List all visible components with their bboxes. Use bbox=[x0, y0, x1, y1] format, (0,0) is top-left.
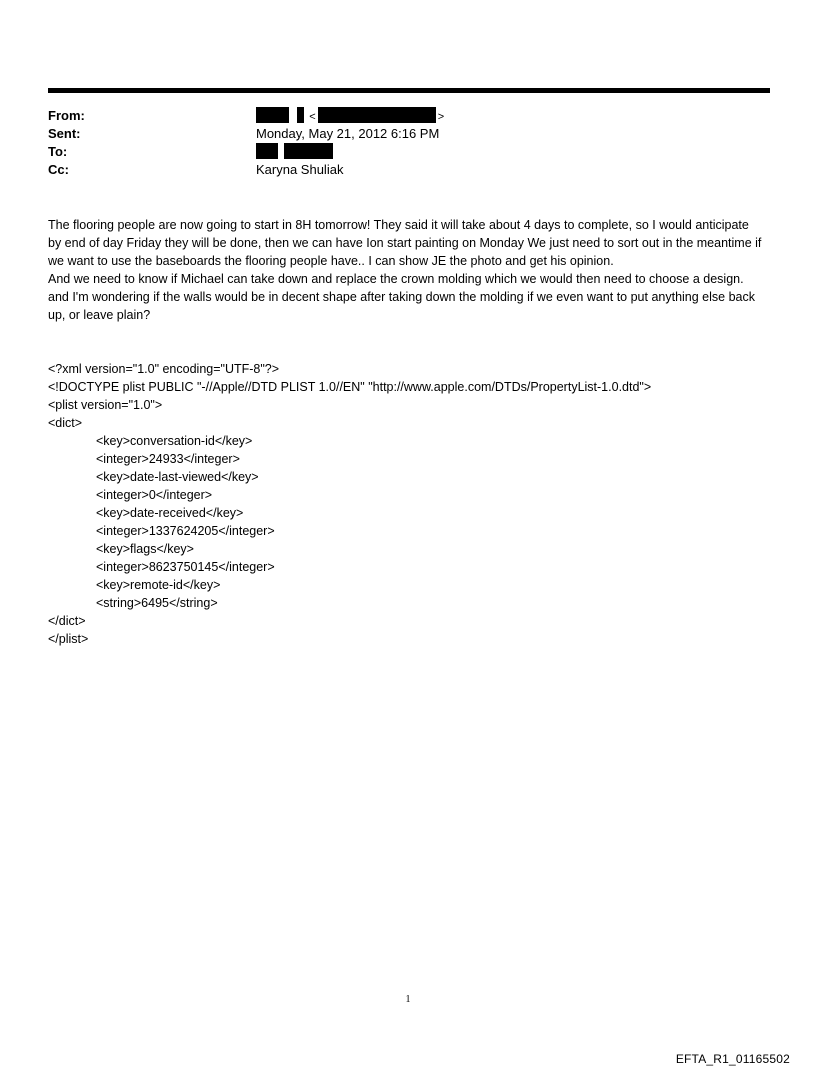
redaction-block bbox=[318, 107, 436, 123]
redaction-block bbox=[297, 107, 304, 123]
redaction-block bbox=[256, 107, 289, 123]
to-row bbox=[48, 143, 770, 161]
plist-close-tag: </plist> bbox=[48, 632, 89, 646]
plist-entry: <integer>8623750145</integer> bbox=[96, 560, 275, 574]
email-body bbox=[48, 216, 764, 324]
redaction-block bbox=[256, 143, 278, 159]
dict-open-tag: <dict> bbox=[48, 416, 83, 430]
xml-declaration: <?xml version="1.0" encoding="UTF-8"?> bbox=[48, 362, 280, 376]
from-label: From: bbox=[48, 108, 85, 123]
from-close-bracket: > bbox=[437, 111, 445, 123]
to-value bbox=[256, 143, 333, 161]
plist-open-tag: <plist version="1.0"> bbox=[48, 398, 163, 412]
plist-entry: <key>conversation-id</key> bbox=[96, 434, 253, 448]
redaction-block bbox=[284, 143, 333, 159]
body-paragraph: The flooring people are now going to start in 8H tomorrow! They said it will take about 4 days to complete, so I would anticipate by end of day Friday they will be done, then we can have Ion start painting on Monday We just need to sort out in the meantime if we want to use the baseboards the flooring people have.. I can show JE the photo and get his opinion. bbox=[48, 218, 762, 268]
from-value bbox=[256, 107, 446, 126]
to-label: To: bbox=[48, 144, 68, 159]
plist-entry: <key>remote-id</key> bbox=[96, 578, 221, 592]
email-header bbox=[48, 107, 770, 179]
sent-value: Monday, May 21, 2012 6:16 PM bbox=[256, 126, 440, 141]
sent-row bbox=[48, 125, 770, 143]
bates-number: EFTA_R1_01165502 bbox=[675, 1052, 790, 1066]
plist-entry: <integer>0</integer> bbox=[96, 488, 213, 502]
plist-entry: <string>6495</string> bbox=[96, 596, 218, 610]
plist-entry: <key>flags</key> bbox=[96, 542, 194, 556]
plist-entry: <integer>1337624205</integer> bbox=[96, 524, 275, 538]
body-paragraph: And we need to know if Michael can take down and replace the crown molding which we would then need to choose a design. and I'm wondering if the walls would be in decent shape after taking down the molding if we even want to put anything else back up, or leave plain? bbox=[48, 272, 755, 322]
plist-entry: <integer>24933</integer> bbox=[96, 452, 240, 466]
header-divider bbox=[48, 88, 770, 93]
plist-block bbox=[48, 360, 764, 648]
from-row bbox=[48, 107, 770, 125]
plist-entry: <key>date-received</key> bbox=[96, 506, 244, 520]
cc-label: Cc: bbox=[48, 162, 69, 177]
page-number: 1 bbox=[405, 994, 411, 1005]
dict-close-tag: </dict> bbox=[48, 614, 86, 628]
plist-entry: <key>date-last-viewed</key> bbox=[96, 470, 259, 484]
cc-row bbox=[48, 161, 770, 179]
cc-value: Karyna Shuliak bbox=[256, 162, 344, 177]
from-open-bracket: < bbox=[309, 111, 316, 123]
xml-doctype: <!DOCTYPE plist PUBLIC "-//Apple//DTD PLIST 1.0//EN" "http://www.apple.com/DTDs/PropertyList-1.0.dtd"> bbox=[48, 380, 652, 394]
sent-label: Sent: bbox=[48, 126, 81, 141]
